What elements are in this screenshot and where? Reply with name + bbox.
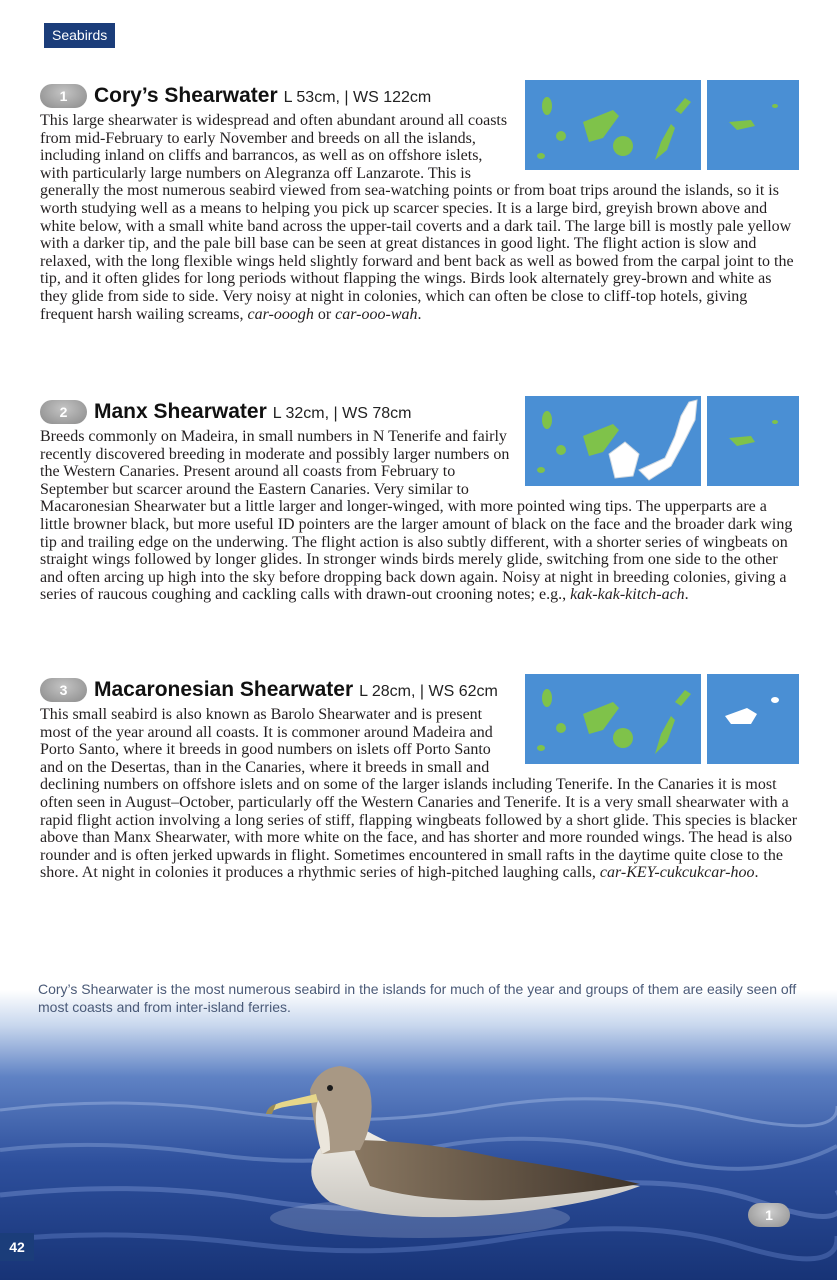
species-title	[94, 676, 498, 706]
call-text-2: car-ooo-wah	[335, 305, 418, 323]
canaries-map	[525, 80, 701, 170]
canaries-map	[525, 674, 701, 764]
text-end: .	[417, 305, 422, 323]
distribution-maps	[525, 396, 800, 488]
section-tag: Seabirds	[44, 23, 115, 48]
distribution-maps	[525, 674, 800, 766]
photo-caption: Cory’s Shearwater is the most numerous seabird in the islands for much of the year and groups of them are easily seen off most coasts and from inter-island ferries.	[38, 981, 797, 1015]
species-name: Cory’s Shearwater	[94, 84, 278, 107]
species-description	[40, 428, 800, 604]
species-number-badge: 1	[40, 84, 87, 108]
description-text: Breeds commonly on Madeira, in small numbers in N Tenerife and fairly recently discovered breeding in moderate and possibly larger numbers on the Western Canaries. Present around all coasts from February to September but scarcer around the Eastern Canaries. Very similar to Macaronesian Shearwater but a little larger and longer-winged, with more pointed wing tips. The upperparts are a little browner black, but more useful ID pointers are the larger amount of black on the face and the broader dark wing tip and trailing edge on the underwing. The flight action is also subtly different, with a shorter series of wingbeats on straight wings followed by longer glides. In stronger winds birds merely glide, switching from one side to the other and often arcing up high into the sky before dropping back down again. Noisy at night in breeding colonies, giving a series of raucous coughing and cackling calls with drawn-out crooning notes; e.g.,	[40, 428, 793, 604]
species-measurements: L 32cm, | WS 78cm	[272, 405, 412, 422]
text-end: .	[754, 864, 759, 882]
description-text: This large shearwater is widespread and often abundant around all coasts from mid-February to early November and breeds on all the islands, including inland on cliffs and barrancos, as well as on offshore islets, with particularly large numbers on Alegranza off Lanzarote. This is generally the most numerous seabird viewed from sea-watching points or from boat trips around the islands, so it is worth studying well as a means to helping you pick up scarcer species. It is a large bird, greyish brown above and white below, with a small white band across the upper-tail coverts and a dark tail. The large bill is mostly pale yellow with a darker tip, and the pale bill base can be seen at great distances in good light. The flight action is slow and relaxed, with the long flexible wings held slightly forward and bent back as well as bowed from the carpal joint to the tip, and it often glides for long periods without flapping the wings. Birds look alternately grey-brown and white as they glide from side to side. Very noisy at night in colonies, which can often be close to cliff-top hotels, giving frequent harsh wailing screams,	[40, 112, 794, 323]
species-name: Manx Shearwater	[94, 400, 267, 423]
text-end: .	[684, 586, 689, 604]
distribution-maps	[525, 80, 800, 172]
text-joiner: or	[313, 305, 336, 323]
species-description	[40, 112, 800, 323]
description-text: This small seabird is also known as Barolo Shearwater and is present most of the year around all coasts. It is commoner around Madeira and Porto Santo, where it breeds in good numbers on islets off Porto Santo and on the Desertas, than in the Canaries, where it breeds in small and declining numbers on offshore islets and on some of the larger islands including Tenerife. In the Canaries it is most often seen in August–October, particularly off the Western Canaries and Tenerife. It is a very small shearwater with a rapid flight action involving a long series of stiff, flapping wingbeats followed by a short glide. This species is blacker above than Manx Shearwater, with more white on the face, and has shorter and more rounded wings. The head is also rounder and is often jerked upwards in flight. Sometimes encountered in small rafts in the daytime quite close to the shore. At night in colonies it produces a rhythmic series of high-pitched laughing calls,	[40, 706, 798, 882]
species-entry-1	[40, 82, 800, 323]
madeira-map	[707, 396, 799, 486]
species-measurements: L 53cm, | WS 122cm	[283, 89, 432, 106]
species-number-badge: 2	[40, 400, 87, 424]
species-measurements: L 28cm, | WS 62cm	[359, 683, 498, 700]
madeira-map	[707, 80, 799, 170]
species-name: Macaronesian Shearwater	[94, 678, 354, 701]
call-text: car-KEY-cukcukcar-hoo	[599, 864, 755, 882]
canaries-map	[525, 396, 701, 486]
species-title	[94, 398, 411, 428]
species-entry-3	[40, 676, 800, 882]
species-description	[40, 706, 800, 882]
call-text: kak-kak-kitch-ach	[570, 586, 685, 604]
species-entry-2	[40, 398, 800, 604]
page-number: 42	[0, 1233, 34, 1261]
shearwater-photo	[0, 990, 837, 1280]
species-number-badge: 3	[40, 678, 87, 702]
photo-number-badge: 1	[748, 1203, 790, 1227]
call-text: car-ooogh	[247, 305, 314, 323]
madeira-map	[707, 674, 799, 764]
species-title	[94, 82, 431, 112]
